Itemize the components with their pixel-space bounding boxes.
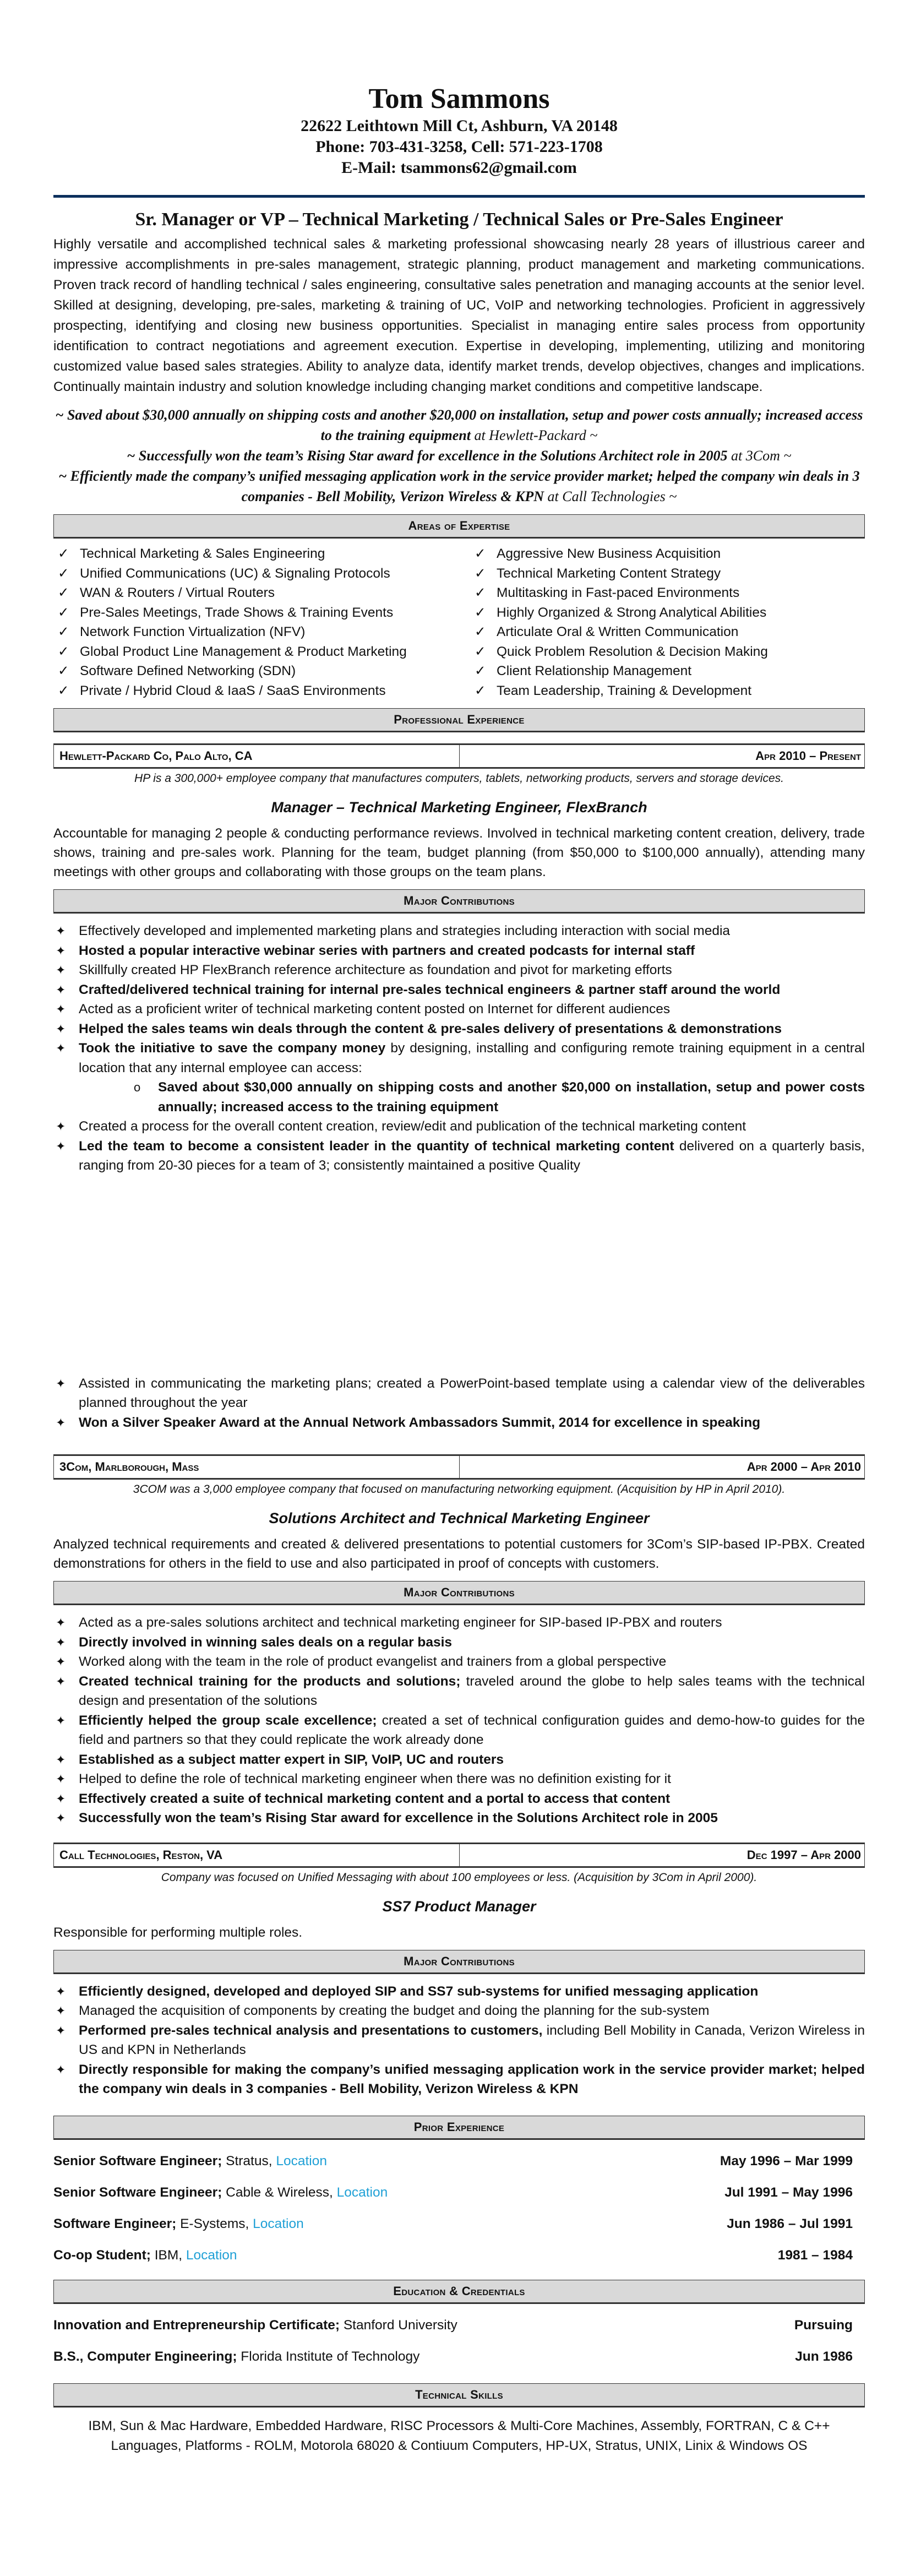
checkmark-icon: ✓ xyxy=(58,585,69,600)
job-entry xyxy=(53,1454,865,1828)
star-bullet-icon: ✦ xyxy=(56,1791,66,1806)
prior-job-dates: May 1996 – Mar 1999 xyxy=(720,2153,853,2169)
contribution-item xyxy=(53,1613,865,1633)
section-header-contributions: Major Contributions xyxy=(53,1950,865,1974)
role-description: Accountable for managing 2 people & conducting performance reviews. Involved in technical marketing content creation, delivery, trade shows, training and pre-sales work. Planning for the team, budget planning (from $50,000 to $100,000 annually), attending many meetings with other groups and collaborating with those groups on the team plans. xyxy=(53,826,865,879)
target-title: Sr. Manager or VP – Technical Marketing / Technical Sales or Pre-Sales Engineer xyxy=(135,209,783,230)
prior-job xyxy=(53,2183,388,2203)
star-bullet-icon: ✦ xyxy=(56,963,66,977)
contribution-bold: Performed pre-sales technical analysis and presentations to customers, xyxy=(79,2023,543,2038)
checkmark-icon: ✓ xyxy=(475,683,486,698)
degree: Innovation and Entrepreneurship Certificate; xyxy=(53,2317,340,2333)
checkmark-icon: ✓ xyxy=(58,624,69,639)
company-dates: Dec 1997 – Apr 2000 xyxy=(459,1844,864,1866)
company-name: Call Technologies, Reston, VA xyxy=(59,1847,223,1862)
prior-job-title: Senior Software Engineer; xyxy=(53,2153,222,2169)
section-header-contributions: Major Contributions xyxy=(53,1581,865,1605)
company-header xyxy=(53,1454,865,1480)
checkmark-icon: ✓ xyxy=(475,624,486,639)
contribution-text: Worked along with the team in the role of product evangelist and trainers from a global perspective xyxy=(79,1654,667,1669)
education-date: Pursuing xyxy=(794,2317,853,2333)
contribution-item xyxy=(53,941,865,961)
expertise-label: Private / Hybrid Cloud & IaaS / SaaS Environments xyxy=(80,683,386,698)
circle-bullet-icon: o xyxy=(134,1080,141,1094)
prior-experience-list xyxy=(53,2151,865,2265)
prior-job-dates: Jun 1986 – Jul 1991 xyxy=(727,2216,853,2231)
contribution-item xyxy=(53,1982,865,2002)
star-bullet-icon: ✦ xyxy=(56,1119,66,1133)
section-header-education: Education & Credentials xyxy=(53,2280,865,2304)
highlight-company: at 3Com ~ xyxy=(727,448,792,464)
expertise-item xyxy=(53,681,448,701)
prior-job-row xyxy=(53,2246,865,2265)
contribution-bold: Hosted a popular interactive webinar series with partners and created podcasts for internal staff xyxy=(79,943,695,958)
contribution-item xyxy=(53,1413,865,1433)
checkmark-icon: ✓ xyxy=(58,546,69,561)
prior-job-company: IBM, xyxy=(150,2247,186,2263)
prior-job-title: Senior Software Engineer; xyxy=(53,2184,222,2200)
expertise-item xyxy=(470,564,865,584)
education-entry xyxy=(53,2316,457,2335)
expertise-item xyxy=(470,583,865,603)
star-bullet-icon: ✦ xyxy=(56,1655,66,1669)
technical-skills: IBM, Sun & Mac Hardware, Embedded Hardware, RISC Processors & Multi-Core Machines, Assembly, FORTRAN, C & C++ Languages, Platforms - ROLM, Motorola 68020 & Contiuum Computers, HP-UX, Stratus, UNIX, Linix & Windows OS xyxy=(88,2418,830,2453)
contribution-bold: Directly responsible for making the company’s unified messaging application work in the service provider market; helped the company win deals in 3 companies - Bell Mobility, Verizon Wireless & KPN xyxy=(79,2062,865,2096)
expertise-label: WAN & Routers / Virtual Routers xyxy=(80,585,275,600)
contribution-item xyxy=(53,1789,865,1809)
education-row xyxy=(53,2316,865,2335)
prior-job-title: Co-op Student; xyxy=(53,2247,151,2263)
contribution-item xyxy=(53,1374,865,1413)
summary: Highly versatile and accomplished technical sales & marketing professional showcasing nearly 28 years of illustrious career and impressive accomplishments in pre-sales management, strategic planning, product management and marketing communications. Proven track record of handling technical / sales engineering, consultative sales penetration and managing accounts at the senior level. Skilled at designing, developing, pre-sales, marketing & training of UC, VoIP and networking technologies. Proficient in aggressively prospecting, identifying and closing new business opportunities. Specialist in managing entire sales process from opportunity identification to contract negotiations and agreement execution. Expertise in developing, implementing, utilizing and monitoring customized value based sales strategies. Ability to analyze data, identify market trends, develop objectives, changes and implications. Continually maintain industry and solution knowledge including changing market conditions and competitive landscape. xyxy=(53,237,865,394)
expertise-label: Unified Communications (UC) & Signaling Protocols xyxy=(80,566,390,581)
prior-job-dates: 1981 – 1984 xyxy=(777,2247,853,2263)
highlight-text: ~ Successfully won the team’s Rising Star award for excellence in the Solutions Architect role in 2005 xyxy=(127,448,728,464)
institution: Stanford University xyxy=(340,2317,457,2333)
contribution-bold: Led the team to become a consistent leader in the quantity of technical marketing content xyxy=(79,1138,674,1154)
education-entry xyxy=(53,2347,419,2367)
expertise-item xyxy=(53,642,448,662)
contribution-text: delivered on a quarterly basis, ranging from 20-30 pieces for a team of 3; consistently maintained a positive Quality xyxy=(79,1138,865,1173)
contributions-list xyxy=(53,1982,865,2099)
company-description: 3COM was a 3,000 employee company that focused on manufacturing networking equipment. (Acquisition by HP in April 2010). xyxy=(133,1483,786,1496)
expertise-label: Technical Marketing & Sales Engineering xyxy=(80,546,325,561)
page-break-gap xyxy=(53,1176,865,1374)
highlight-company: at Hewlett-Packard ~ xyxy=(470,427,598,443)
degree: B.S., Computer Engineering; xyxy=(53,2349,237,2364)
role-title: SS7 Product Manager xyxy=(382,1898,536,1915)
expertise-item xyxy=(470,603,865,623)
checkmark-icon: ✓ xyxy=(58,683,69,698)
expertise-item xyxy=(53,583,448,603)
contribution-item xyxy=(53,1137,865,1176)
star-bullet-icon: ✦ xyxy=(56,924,66,938)
expertise-label: Articulate Oral & Written Communication xyxy=(497,624,739,639)
contribution-item xyxy=(53,921,865,941)
location-link[interactable]: Location xyxy=(186,2247,237,2263)
contribution-text: created a set of technical configuration guides and demo-how-to guides for the field and partners so that they could replicate the work already done xyxy=(79,1713,865,1747)
company-dates: Apr 2010 – Present xyxy=(459,745,864,767)
education-date: Jun 1986 xyxy=(795,2349,853,2364)
star-bullet-icon: ✦ xyxy=(56,2004,66,2018)
star-bullet-icon: ✦ xyxy=(56,1635,66,1649)
expertise-item xyxy=(53,564,448,584)
contribution-text: Effectively developed and implemented marketing plans and strategies including interaction with social media xyxy=(79,923,731,938)
star-bullet-icon: ✦ xyxy=(56,1415,66,1430)
prior-job xyxy=(53,2151,327,2171)
star-bullet-icon: ✦ xyxy=(56,1772,66,1786)
contribution-item xyxy=(53,1808,865,1828)
contribution-bold: Efficiently helped the group scale excellence; xyxy=(79,1713,377,1728)
role-description: Responsible for performing multiple roles. xyxy=(53,1925,303,1940)
contribution-bold: Took the initiative to save the company money xyxy=(79,1041,386,1056)
prior-job-company: E-Systems, xyxy=(176,2216,253,2231)
expertise-item xyxy=(53,603,448,623)
contribution-bold: Saved about $30,000 annually on shipping costs and another $20,000 on installation, setup and power costs annually; increased access to the training equipment xyxy=(158,1080,865,1115)
highlights xyxy=(53,405,865,507)
star-bullet-icon: ✦ xyxy=(56,1002,66,1016)
checkmark-icon: ✓ xyxy=(58,644,69,659)
prior-job xyxy=(53,2214,304,2234)
highlight-text: ~ Saved about $30,000 annually on shipping costs and another $20,000 on installation, setup and power costs annually; increased access to the training equipment xyxy=(55,407,863,443)
expertise-label: Team Leadership, Training & Development xyxy=(497,683,752,698)
star-bullet-icon: ✦ xyxy=(56,943,66,958)
checkmark-icon: ✓ xyxy=(475,566,486,581)
company-header xyxy=(53,1843,865,1868)
checkmark-icon: ✓ xyxy=(475,644,486,659)
contribution-item xyxy=(53,1019,865,1039)
header-divider xyxy=(53,195,865,198)
checkmark-icon: ✓ xyxy=(475,546,486,561)
checkmark-icon: ✓ xyxy=(475,585,486,600)
contribution-text: Acted as a pre-sales solutions architect and technical marketing engineer for SIP-based IP-PBX and routers xyxy=(79,1615,722,1630)
expertise-list xyxy=(53,544,865,700)
expertise-item xyxy=(470,681,865,701)
role-description: Analyzed technical requirements and created & delivered presentations to potential customers for 3Com’s SIP-based IP-PBX. Created demonstrations for others in the field to use and also participated in proof of concepts with customers. xyxy=(53,1537,865,1571)
checkmark-icon: ✓ xyxy=(58,605,69,620)
prior-job-title: Software Engineer; xyxy=(53,2216,177,2231)
resume-page xyxy=(53,0,865,2456)
section-header-prior: Prior Experience xyxy=(53,2116,865,2140)
expertise-label: Software Defined Networking (SDN) xyxy=(80,664,296,678)
contribution-item xyxy=(53,1633,865,1653)
company-dates: Apr 2000 – Apr 2010 xyxy=(459,1456,864,1478)
checkmark-icon: ✓ xyxy=(475,605,486,620)
star-bullet-icon: ✦ xyxy=(56,2062,66,2077)
contribution-text: Created a process for the overall content creation, review/edit and publication of the technical marketing content xyxy=(79,1119,746,1134)
expertise-label: Global Product Line Management & Product Marketing xyxy=(80,644,407,659)
location-link[interactable]: Location xyxy=(336,2184,388,2200)
company-name: 3Com, Marlborough, Mass xyxy=(59,1460,199,1474)
star-bullet-icon: ✦ xyxy=(56,1984,66,1998)
section-header-experience: Professional Experience xyxy=(53,708,865,732)
expertise-column-right xyxy=(470,544,865,700)
education-list xyxy=(53,2316,865,2367)
highlight xyxy=(53,405,865,445)
contribution-item xyxy=(53,2001,865,2021)
contributions-list xyxy=(53,1613,865,1828)
checkmark-icon: ✓ xyxy=(58,566,69,581)
contribution-item xyxy=(53,1039,865,1078)
contribution-text: Managed the acquisition of components by creating the budget and doing the planning for the sub-system xyxy=(79,2003,710,2018)
contribution-bold: Won a Silver Speaker Award at the Annual Network Ambassadors Summit, 2014 for excellence in speaking xyxy=(79,1415,761,1430)
contribution-text: Assisted in communicating the marketing plans; created a PowerPoint-based template using a calendar view of the deliverables planned throughout the year xyxy=(79,1376,865,1410)
company-description: Company was focused on Unified Messaging with about 100 employees or less. (Acquisition by 3Com in April 2000). xyxy=(161,1871,758,1884)
phone: Phone: 703-431-3258, Cell: 571-223-1708 xyxy=(315,138,603,156)
contribution-text: Helped to define the role of technical marketing engineer when there was no definition existing for it xyxy=(79,1771,671,1786)
contribution-item xyxy=(53,1117,865,1137)
email: E-Mail: tsammons62@gmail.com xyxy=(341,159,577,177)
star-bullet-icon: ✦ xyxy=(56,1041,66,1055)
expertise-label: Aggressive New Business Acquisition xyxy=(497,546,721,561)
contribution-text: Skillfully created HP FlexBranch reference architecture as foundation and pivot for marketing efforts xyxy=(79,963,672,977)
prior-job xyxy=(53,2246,237,2265)
job-entry xyxy=(53,1843,865,2099)
education-row xyxy=(53,2347,865,2367)
star-bullet-icon: ✦ xyxy=(56,982,66,997)
prior-job-row xyxy=(53,2183,865,2203)
job-entry xyxy=(53,743,865,1432)
contribution-bold: Directly involved in winning sales deals on a regular basis xyxy=(79,1634,453,1650)
contribution-bold: Crafted/delivered technical training for internal pre-sales technical engineers & partner staff around the world xyxy=(79,982,781,997)
prior-job-company: Cable & Wireless, xyxy=(222,2184,337,2200)
role-title: Manager – Technical Marketing Engineer, FlexBranch xyxy=(271,799,647,816)
expertise-label: Technical Marketing Content Strategy xyxy=(497,566,721,581)
contribution-item xyxy=(53,2021,865,2060)
section-header-skills: Technical Skills xyxy=(53,2383,865,2407)
prior-job-company: Stratus, xyxy=(222,2153,276,2169)
expertise-item xyxy=(53,661,448,681)
institution: Florida Institute of Technology xyxy=(237,2349,420,2364)
checkmark-icon: ✓ xyxy=(475,664,486,678)
star-bullet-icon: ✦ xyxy=(56,1674,66,1688)
expertise-label: Pre-Sales Meetings, Trade Shows & Training Events xyxy=(80,605,394,620)
expertise-label: Highly Organized & Strong Analytical Abilities xyxy=(497,605,767,620)
contribution-bold: Successfully won the team’s Rising Star award for excellence in the Solutions Architect role in 2005 xyxy=(79,1811,718,1825)
contribution-bold: Effectively created a suite of technical marketing content and a portal to access that content xyxy=(79,1791,671,1806)
highlight xyxy=(53,466,865,507)
contribution-item xyxy=(53,2060,865,2099)
star-bullet-icon: ✦ xyxy=(56,1021,66,1036)
section-header-contributions: Major Contributions xyxy=(53,889,865,914)
contribution-item xyxy=(53,1672,865,1711)
expertise-label: Client Relationship Management xyxy=(497,664,692,678)
expertise-item xyxy=(53,544,448,564)
location-link[interactable]: Location xyxy=(276,2153,327,2169)
prior-job-dates: Jul 1991 – May 1996 xyxy=(724,2184,853,2200)
prior-job-row xyxy=(53,2214,865,2234)
contribution-item xyxy=(53,1078,865,1117)
checkmark-icon: ✓ xyxy=(58,664,69,678)
expertise-column-left xyxy=(53,544,448,700)
contribution-item xyxy=(53,960,865,980)
contribution-item xyxy=(53,1652,865,1672)
section-header-expertise: Areas of Expertise xyxy=(53,514,865,539)
expertise-item xyxy=(470,661,865,681)
contribution-text: traveled around the globe to help sales teams with the technical design and presentation of the solutions xyxy=(79,1673,865,1708)
jobs xyxy=(53,743,865,2099)
expertise-label: Multitasking in Fast-paced Environments xyxy=(497,585,740,600)
contribution-text: by designing, installing and configuring remote training equipment in a central location that any internal employee can access: xyxy=(79,1041,865,1075)
contribution-bold: Helped the sales teams win deals through the content & pre-sales delivery of presentations & demonstrations xyxy=(79,1021,782,1036)
expertise-label: Quick Problem Resolution & Decision Making xyxy=(497,644,768,659)
star-bullet-icon: ✦ xyxy=(56,2023,66,2037)
contribution-bold: Efficiently designed, developed and deployed SIP and SS7 sub-systems for unified messaging application xyxy=(79,1983,759,1999)
expertise-item xyxy=(53,622,448,642)
contribution-item xyxy=(53,1769,865,1789)
star-bullet-icon: ✦ xyxy=(56,1713,66,1727)
expertise-item xyxy=(470,622,865,642)
star-bullet-icon: ✦ xyxy=(56,1811,66,1825)
company-name: Hewlett-Packard Co, Palo Alto, CA xyxy=(59,749,253,763)
highlight xyxy=(53,445,865,466)
expertise-label: Network Function Virtualization (NFV) xyxy=(80,624,306,639)
highlight-text: ~ Efficiently made the company’s unified messaging application work in the service provider market; helped the company win deals in 3 companies - Bell Mobility, Verizon Wireless & KPN xyxy=(58,468,860,504)
address: 22622 Leithtown Mill Ct, Ashburn, VA 20148 xyxy=(301,117,618,135)
expertise-item xyxy=(470,544,865,564)
location-link[interactable]: Location xyxy=(253,2216,304,2231)
star-bullet-icon: ✦ xyxy=(56,1616,66,1629)
contribution-bold: Established as a subject matter expert in SIP, VoIP, UC and routers xyxy=(79,1752,504,1767)
candidate-name: Tom Sammons xyxy=(368,83,550,115)
star-bullet-icon: ✦ xyxy=(56,1376,66,1390)
contribution-item xyxy=(53,1711,865,1750)
star-bullet-icon: ✦ xyxy=(56,1139,66,1153)
contribution-bold: Created technical training for the products and solutions; xyxy=(79,1673,461,1689)
contribution-text: including Bell Mobility in Canada, Verizon Wireless in US and KPN in Netherlands xyxy=(79,2023,865,2057)
company-header xyxy=(53,743,865,769)
contribution-item xyxy=(53,980,865,1000)
role-title: Solutions Architect and Technical Marketing Engineer xyxy=(269,1510,650,1526)
contribution-item xyxy=(53,1750,865,1770)
expertise-item xyxy=(470,642,865,662)
company-description: HP is a 300,000+ employee company that manufactures computers, tablets, networking products, servers and storage devices. xyxy=(134,772,784,785)
star-bullet-icon: ✦ xyxy=(56,1752,66,1767)
highlight-company: at Call Technologies ~ xyxy=(544,488,677,504)
contribution-text: Acted as a proficient writer of technical marketing content posted on Internet for different audiences xyxy=(79,1002,671,1017)
contributions-list xyxy=(53,921,865,1432)
contribution-item xyxy=(53,999,865,1019)
prior-job-row xyxy=(53,2151,865,2171)
